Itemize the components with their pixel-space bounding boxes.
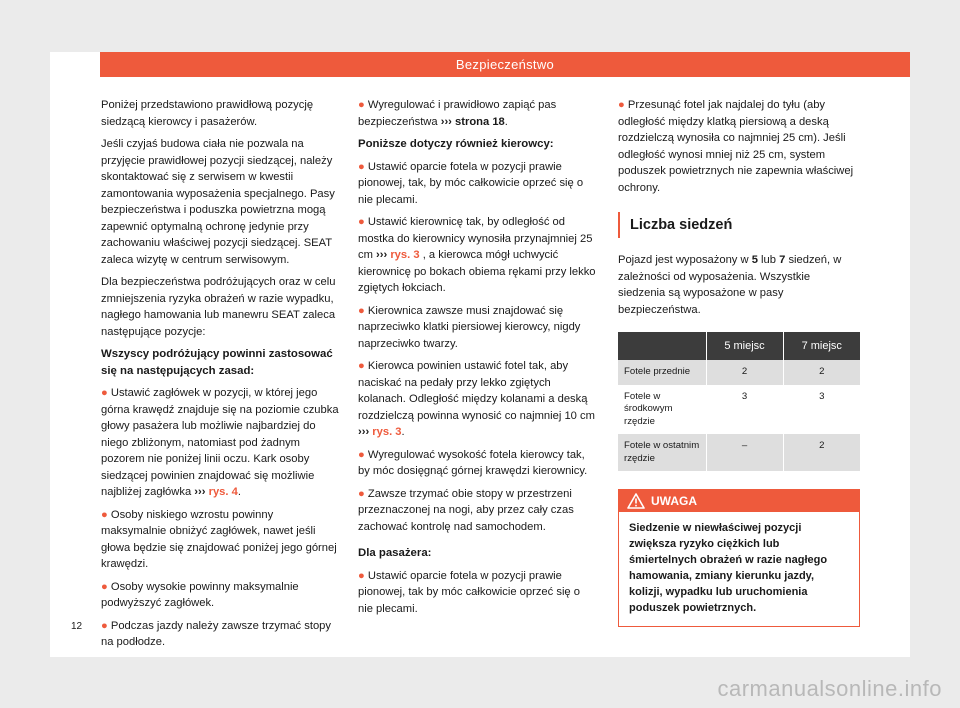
list-item: ● Ustawić kierownicę tak, by odległość od mostka do kierownicy wynosiła przynajmniej 25 cm ››› rys. 3 , a kierowca mógł uchwycić kierownicę po bokach obiema rękami przy lekko zgiętych łokciach. xyxy=(358,216,596,294)
table-cell: 3 xyxy=(783,385,860,435)
list-item: ● Ustawić oparcie fotela w pozycji prawie pionowej, tak, by móc całkowicie oprzeć się o nie plecami. xyxy=(358,160,584,206)
warning-text: Siedzenie w niewłaściwej pozycji zwiększa ryzyko ciężkich lub śmiertelnych obrażeń w razie nagłego hamowania, zmiany kierunku jazdy, kolizji, wypadku lub uruchomienia poduszek powietrznych. xyxy=(629,522,828,614)
arrow-icon: ››› xyxy=(376,249,388,261)
warning-triangle-icon xyxy=(627,493,645,509)
bullet-icon: ● xyxy=(358,360,365,372)
column-3 xyxy=(618,97,860,627)
bullet-icon: ● xyxy=(101,508,108,521)
page-reference-link[interactable]: strona 18 xyxy=(455,115,505,128)
table-cell: 3 xyxy=(706,385,783,435)
bullet-icon: ● xyxy=(101,619,108,632)
list-item: ● Zawsze trzymać obie stopy w przestrzeni przeznaczonej na nogi, aby przez cały czas zachować kontrolę nad samochodem. xyxy=(358,487,574,533)
driver-heading: Poniższe dotyczy również kierowcy: xyxy=(358,138,554,150)
bullet-icon: ● xyxy=(358,448,365,461)
table-header-cell xyxy=(618,332,706,360)
bullet-icon: ● xyxy=(358,160,365,173)
column-2 xyxy=(358,97,598,623)
arrow-icon: ››› xyxy=(358,426,370,438)
list-item: ● Ustawić oparcie fotela w pozycji prawie pionowej, tak by móc całkowicie oprzeć się o nie plecami. xyxy=(358,569,580,615)
figure-reference-link[interactable]: rys. 3 xyxy=(372,426,402,438)
paragraph: Poniżej przedstawiono prawidłową pozycję siedzącą kierowcy i pasażerów. xyxy=(101,99,314,128)
bullet-icon: ● xyxy=(358,569,365,582)
section-title: Liczba siedzeń xyxy=(618,212,860,238)
arrow-icon: ››› xyxy=(440,115,452,128)
paragraph: Jeśli czyjaś budowa ciała nie pozwala na przyjęcie prawidłowej pozycji siedzącej, należy skontaktować się z serwisem w kwestii zamontowania wyposażenia specjalnego. Pasy bezpieczeństwa i poduszka powietrzna mogą zapewnić optymalną ochronę jedynie przy zachowaniu właściwej pozycji siedzącej. SEAT zaleca wizytę w centrum serwisowym. xyxy=(101,138,335,266)
list-item: ● Kierowca powinien ustawić fotel tak, aby naciskać na pedały przy lekko zgiętych kolanach. Odległość między kolanami a deską rozdzielczą powinna wynosić co najmniej 10 cm ››› rys. 3. xyxy=(358,360,595,438)
table-header-cell: 5 miejsc xyxy=(706,332,783,360)
table-header-cell: 7 miejsc xyxy=(783,332,860,360)
table-row xyxy=(618,434,860,471)
warning-header xyxy=(619,490,859,512)
list-item: ● Osoby niskiego wzrostu powinny maksymalnie obniżyć zagłówek, nawet jeśli głowa będzie się znajdować poniżej jego górnej krawędzi. xyxy=(101,508,337,570)
column-1 xyxy=(101,97,341,657)
table-cell: 2 xyxy=(706,360,783,385)
table-cell: 2 xyxy=(783,360,860,385)
table-cell: Fotele w środkowym rzędzie xyxy=(618,385,706,435)
bullet-icon: ● xyxy=(358,487,365,500)
table-cell: Fotele w ostatnim rzędzie xyxy=(618,434,706,471)
list-item: ● Przesunąć fotel jak najdalej do tyłu (aby odległość między klatką piersiową a deską rozdzielczą wynosiła co najmniej 25 cm). Jeśli odległość wynosi mniej niż 25 cm, system poduszek powietrznych nie zapewnia właściwej ochrony. xyxy=(618,99,854,194)
warning-title: UWAGA xyxy=(651,494,697,508)
page-number: 12 xyxy=(71,621,83,632)
arrow-icon: ››› xyxy=(194,486,206,498)
table-row xyxy=(618,360,860,385)
rules-heading: Wszyscy podróżujący powinni zastosować się na następujących zasad: xyxy=(101,348,333,377)
watermark: carmanualsonline.info xyxy=(717,676,942,701)
list-item: ● Podczas jazdy należy zawsze trzymać stopy na podłodze. xyxy=(101,619,331,648)
bullet-icon: ● xyxy=(101,387,108,399)
paragraph: Dla bezpieczeństwa podróżujących oraz w celu zmniejszenia ryzyka obrażeń w razie wypadku, nagłego hamowania lub manewru SEAT zaleca następujące pozycje: xyxy=(101,276,336,338)
table-cell: 2 xyxy=(783,434,860,471)
page-header: Bezpieczeństwo xyxy=(100,52,910,77)
figure-reference-link[interactable]: rys. 4 xyxy=(208,486,238,498)
table-row xyxy=(618,385,860,435)
list-item: ● Kierownica zawsze musi znajdować się naprzeciwko klatki piersiowej kierowcy, nigdy naprzeciwko twarzy. xyxy=(358,304,581,350)
list-item: ● Ustawić zagłówek w pozycji, w której jego górna krawędź znajduje się na poziomie czubka głowy pasażera lub możliwie najbardziej do niego zbliżonym, natomiast pod żadnym pozorem nie poniżej linii oczu. Kark osoby siedzącej powinien znajdować się możliwie najbliżej zagłówka ››› rys. 4. xyxy=(101,387,339,498)
table-cell: – xyxy=(706,434,783,471)
table-cell: Fotele przednie xyxy=(618,360,706,385)
list-item: ● Wyregulować wysokość fotela kierowcy tak, by móc dosięgnąć górnej krawędzi kierownicy. xyxy=(358,448,588,477)
seats-table xyxy=(618,332,860,471)
bullet-icon: ● xyxy=(358,304,365,317)
seats-intro: Pojazd jest wyposażony w 5 lub 7 siedzeń, w zależności od wyposażenia. Wszystkie siedzenia są wyposażone w pasy bezpieczeństwa. xyxy=(618,254,842,316)
list-item: ● Osoby wysokie powinny maksymalnie podwyższyć zagłówek. xyxy=(101,580,299,609)
warning-box xyxy=(618,489,860,627)
manual-page xyxy=(50,52,910,657)
list-item: ● Wyregulować i prawidłowo zapiąć pas bezpieczeństwa ››› strona 18. xyxy=(358,99,557,128)
figure-reference-link[interactable]: rys. 3 xyxy=(390,249,420,261)
table-header-row xyxy=(618,332,860,360)
passenger-heading: Dla pasażera: xyxy=(358,547,432,559)
bullet-icon: ● xyxy=(358,216,365,228)
bullet-icon: ● xyxy=(101,580,108,593)
bullet-icon: ● xyxy=(618,99,625,111)
bullet-icon: ● xyxy=(358,99,365,111)
